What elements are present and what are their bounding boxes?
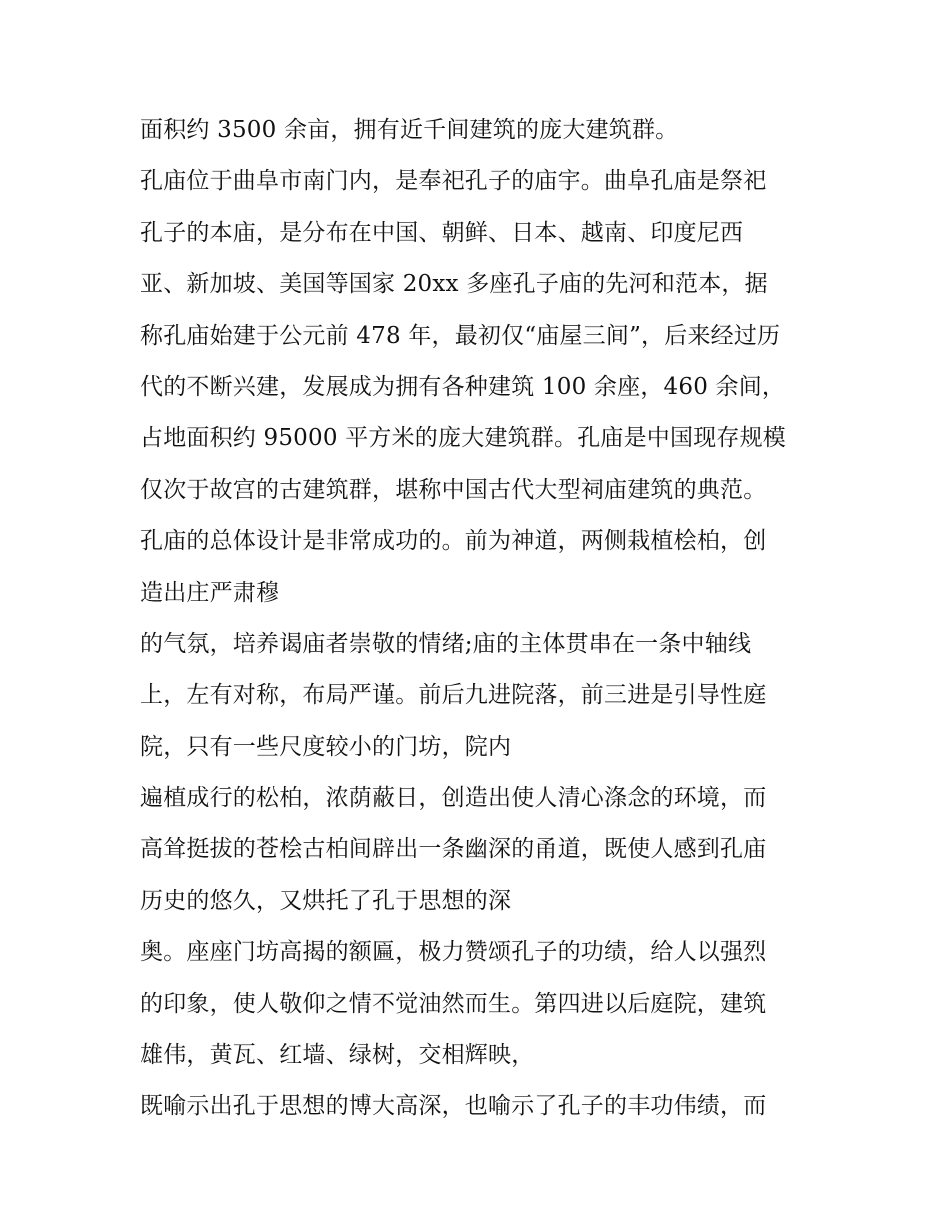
text-line: 孔庙的总体设计是非常成功的。前为神道，两侧栽植桧柏，创: [140, 528, 767, 555]
text-line: 占地面积约 95000 平方米的庞大建筑群。孔庙是中国现存规模: [140, 425, 786, 452]
text-line: 上，左有对称，布局严谨。前后九进院落，前三进是引导性庭: [140, 682, 767, 709]
text-line: 既喻示出孔于思想的博大高深，也喻示了孔子的丰功伟绩，而: [140, 1093, 767, 1120]
text-line: 仅次于故宫的古建筑群，堪称中国古代大型祠庙建筑的典范。: [140, 476, 767, 503]
text-line: 院，只有一些尺度较小的门坊，院内: [140, 733, 512, 760]
text-line: 的印象，使人敬仰之情不觉油然而生。第四进以后庭院，建筑: [140, 990, 767, 1017]
text-line: 孔子的本庙，是分布在中国、朝鲜、日本、越南、印度尼西: [140, 219, 744, 246]
text-line: 历史的悠久，又烘托了孔于思想的深: [140, 887, 512, 914]
text-line: 雄伟，黄瓦、红墙、绿树，交相辉映，: [140, 1042, 535, 1069]
text-line: 称孔庙始建于公元前 478 年，最初仅“庙屋三间”，后来经过历: [140, 322, 781, 349]
text-line: 奥。座座门坊高揭的额匾，极力赞颂孔子的功绩，给人以强烈: [140, 939, 767, 966]
text-line: 代的不断兴建，发展成为拥有各种建筑 100 余座，460 余间，: [140, 373, 786, 400]
text-line: 遍植成行的松柏，浓荫蔽日，创造出使人清心涤念的环境，而: [140, 785, 767, 812]
body-text: [140, 105, 820, 1133]
text-line: 造出庄严肃穆: [140, 579, 280, 606]
text-line: 孔庙位于曲阜市南门内，是奉祀孔子的庙宇。曲阜孔庙是祭祀: [140, 168, 767, 195]
text-line: 高耸挺拔的苍桧古柏间辟出一条幽深的甬道，既使人感到孔庙: [140, 836, 767, 863]
text-line: 的气氛，培养谒庙者崇敬的情绪;庙的主体贯串在一条中轴线: [140, 630, 752, 657]
text-line: 亚、新加坡、美国等国家 20xx 多座孔子庙的先河和范本，据: [140, 271, 768, 298]
text-line: 面积约 3500 余亩，拥有近千间建筑的庞大建筑群。: [140, 117, 679, 143]
